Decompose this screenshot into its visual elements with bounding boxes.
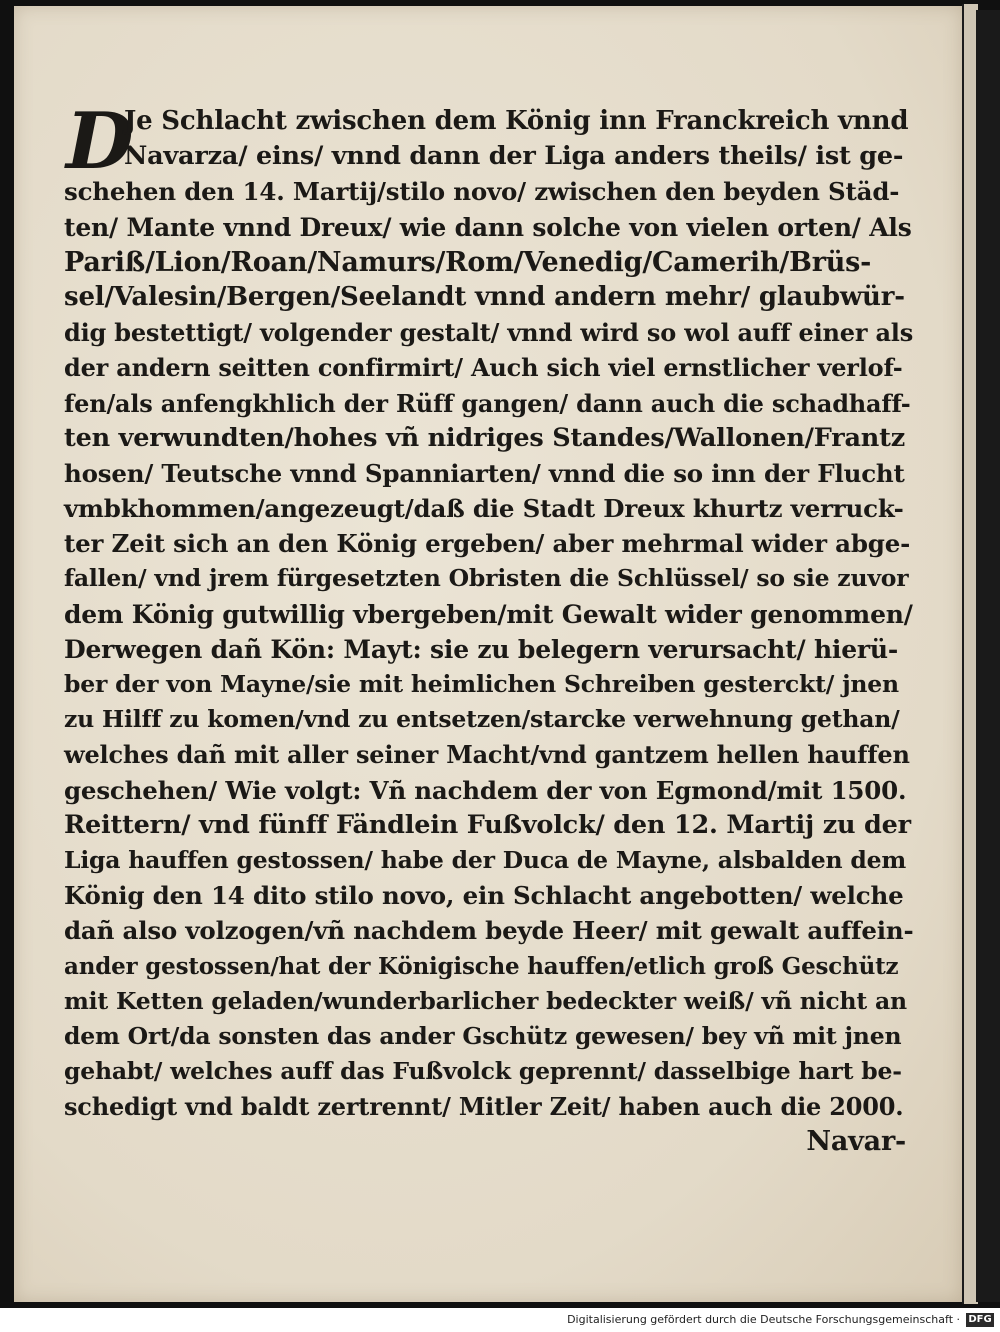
text-line: dañ also volzogen/vñ nachdem beyde Heer/ mit gewalt auffein- — [64, 916, 914, 946]
text-line: Navarza/ eins/ vnnd dann der Liga anders theils/ ist ge- — [124, 141, 904, 172]
text-line: fallen/ vnd jrem fürgesetzten Obristen die Schlüssel/ so sie zuvor — [64, 564, 909, 593]
text-line: sel/Valesin/Bergen/Seelandt vnnd andern mehr/ glaubwür- — [64, 281, 905, 312]
text-line: ten/ Mante vnnd Dreux/ wie dann solche von vielen orten/ Als — [64, 212, 912, 242]
text-line: der andern seitten confirmirt/ Auch sich viel ernstlicher verlof- — [64, 353, 903, 383]
text-line: hosen/ Teutsche vnnd Spanniarten/ vnnd die so inn der Flucht — [64, 458, 905, 488]
text-line: dem König gutwillig vbergeben/mit Gewalt wider genommen/ — [64, 599, 913, 629]
text-line: dem Ort/da sonsten das ander Gschütz gewesen/ bey vñ mit jnen — [64, 1021, 902, 1050]
text-line: dig bestettigt/ volgender gestalt/ vnnd wird so wol auff einer als — [64, 318, 914, 348]
text-line: Je Schlacht zwischen dem König inn Franckreich vnnd — [124, 106, 909, 136]
drop-cap-initial: D — [66, 96, 134, 187]
text-line: mit Ketten geladen/wunderbarlicher bedeckter weiß/ vñ nicht an — [64, 986, 907, 1015]
text-line: ber der von Mayne/sie mit heimlichen Schreiben gesterckt/ jnen — [64, 670, 899, 698]
text-line: schehen den 14. Martij/stilo novo/ zwischen den beyden Städ- — [64, 177, 900, 207]
text-line: Reittern/ vnd fünff Fändlein Fußvolck/ den 12. Martij zu der — [64, 809, 911, 840]
text-line: gehabt/ welches auff das Fußvolck geprennt/ dasselbige hart be- — [64, 1057, 902, 1086]
text-line: König den 14 dito stilo novo, ein Schlacht angebotten/ welche — [64, 881, 904, 911]
text-line: ander gestossen/hat der Königische hauffen/etlich groß Geschütz — [64, 952, 899, 980]
text-line: geschehen/ Wie volgt: Vñ nachdem der von Egmond/mit 1500. — [64, 775, 907, 805]
text-line: Pariß/Lion/Roan/Namurs/Rom/Venedig/Camerih/Brüs- — [64, 246, 872, 278]
text-line: ten verwundten/hohes vñ nidriges Standes/Wallonen/Frantz — [64, 422, 905, 453]
text-line: vmbkhommen/angezeugt/daß die Stadt Dreux khurtz verruck- — [64, 494, 904, 524]
funding-credit: Digitalisierung gefördert durch die Deutsche Forschungsgemeinschaft · — [567, 1313, 960, 1326]
scanner-border — [976, 10, 1000, 1302]
footer-bar — [0, 1308, 1000, 1332]
text-line: schedigt vnd baldt zertrennt/ Mitler Zeit/ haben auch die 2000. — [64, 1092, 904, 1122]
body-text — [64, 96, 914, 1160]
text-line: Derwegen dañ Kön: Mayt: sie zu belegern verursacht/ hierü- — [64, 634, 899, 664]
text-line: zu Hilff zu komen/vnd zu entsetzen/starcke verwehnung gethan/ — [64, 705, 900, 734]
dfg-logo: DFG — [966, 1313, 994, 1327]
text-line: welches dañ mit aller seiner Macht/vnd gantzem hellen hauffen — [64, 740, 910, 770]
text-line: ter Zeit sich an den König ergeben/ aber mehrmal wider abge- — [64, 529, 911, 559]
text-line: fen/als anfengkhlich der Rüff gangen/ dann auch die schadhaff- — [64, 388, 911, 418]
text-line: Liga hauffen gestossen/ habe der Duca de Mayne, alsbalden dem — [64, 845, 907, 874]
catchword: Navar- — [806, 1126, 906, 1158]
